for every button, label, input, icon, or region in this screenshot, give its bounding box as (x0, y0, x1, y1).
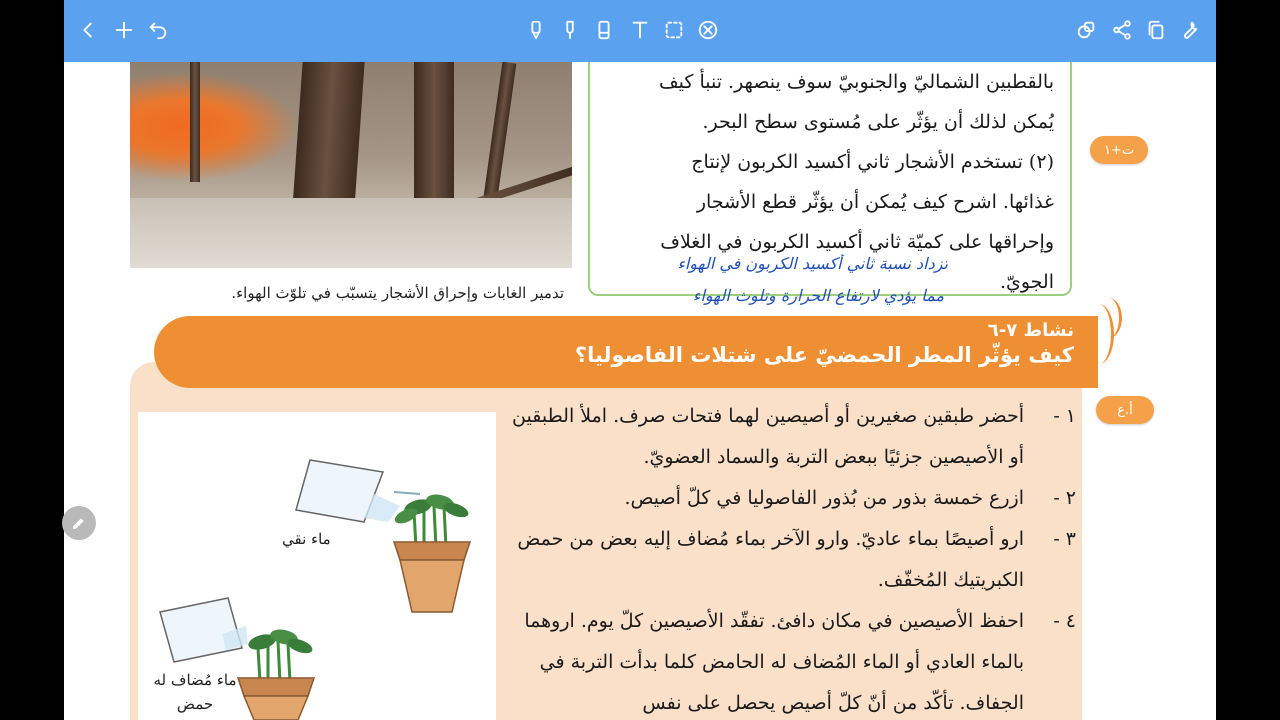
share-icon[interactable] (1106, 14, 1138, 46)
activity-question: كيف يؤثّر المطر الحمضيّ على شتلات الفاصوليا؟ (574, 343, 1074, 367)
label-pure-water: ماء نقي (282, 530, 331, 548)
question-line: بالقطبين الشماليّ والجنوبيّ سوف ينصهر. تنبأ كيف (658, 71, 1054, 93)
plus-icon[interactable] (108, 14, 140, 46)
step-number: ٤ - (1053, 610, 1076, 632)
chevron-left-icon[interactable] (72, 14, 104, 46)
document-page[interactable] (64, 62, 1216, 720)
step-number: ١ - (1053, 405, 1076, 427)
step-number: ٢ - (1053, 487, 1076, 509)
step-text: ارو أصيصًا بماء عاديّ. وارو الآخر بماء مُضاف إليه بعض من حمض الكبريتيك المُخفّف. (517, 528, 1024, 591)
photo-caption: تدمير الغابات وإحراق الأشجار يتسبّب في تلوّث الهواء. (231, 284, 564, 302)
close-circle-icon[interactable] (692, 14, 724, 46)
pencil-icon (71, 515, 87, 531)
undo-icon[interactable] (142, 14, 174, 46)
layers-icon[interactable] (1070, 14, 1102, 46)
handwritten-answer-line2: مما يؤدي لارتفاع الحرارة وتلوث الهواء (692, 286, 944, 305)
top-toolbar (64, 0, 1216, 62)
activity-title: نشاط ٧-٦ (987, 320, 1074, 341)
left-letterbox (0, 0, 64, 720)
step-item (504, 519, 1076, 601)
question-badge: ت+١ (1090, 136, 1148, 164)
settings-wrench-icon[interactable] (1174, 14, 1206, 46)
activity-badge: أ.ع (1096, 396, 1154, 424)
step-number: ٣ - (1053, 528, 1076, 550)
question-line: الجويّ. (999, 271, 1054, 293)
step-text: احفظ الأصيصين في مكان دافئ. تفقّد الأصيصين كلّ يوم. اروهما بالماء العادي أو الماء المُضاف له الحامض كلما بدأت التربة في الجفاف. تأكّد من أنّ كلّ أصيص يحصل على نفس (524, 610, 1024, 714)
pen-icon[interactable] (520, 14, 552, 46)
label-acid-water: ماء مُضاف له حمض (153, 671, 237, 713)
decorative-arc (1096, 298, 1122, 338)
activity-header (154, 316, 1098, 388)
activity-steps (504, 396, 1076, 720)
highlighter-icon[interactable] (554, 14, 586, 46)
text-icon[interactable] (624, 14, 656, 46)
step-item (504, 396, 1076, 478)
edit-pencil-button[interactable] (62, 506, 96, 540)
step-text: أحضر طبقين صغيرين أو أصيصين لهما فتحات صرف. املأ الطبقين أو الأصيصين جزئيًا ببعض التربة والسماد العضويّ. (512, 405, 1024, 468)
right-letterbox (1216, 0, 1280, 720)
forest-fire-photo (130, 62, 572, 268)
copy-icon[interactable] (1140, 14, 1172, 46)
step-item (504, 478, 1076, 519)
question-line: (٢) تستخدم الأشجار ثاني أكسيد الكربون لإنتاج (691, 151, 1054, 173)
lasso-select-icon[interactable] (658, 14, 690, 46)
question-line: يُمكن لذلك أن يؤثّر على مُستوى سطح البحر. (702, 111, 1054, 133)
step-text: ازرع خمسة بذور من بُذور الفاصوليا في كلّ أصيص. (624, 487, 1024, 509)
step-item (504, 601, 1076, 720)
eraser-icon[interactable] (588, 14, 620, 46)
question-line: غذائها. اشرح كيف يُمكن أن يؤثّر قطع الأشجار (696, 191, 1054, 213)
handwritten-answer-line1: تزداد نسبة ثاني أكسيد الكربون في الهواء (677, 254, 948, 273)
question-line: وإحراقها على كميّة ثاني أكسيد الكربون في الغلاف (660, 231, 1054, 253)
